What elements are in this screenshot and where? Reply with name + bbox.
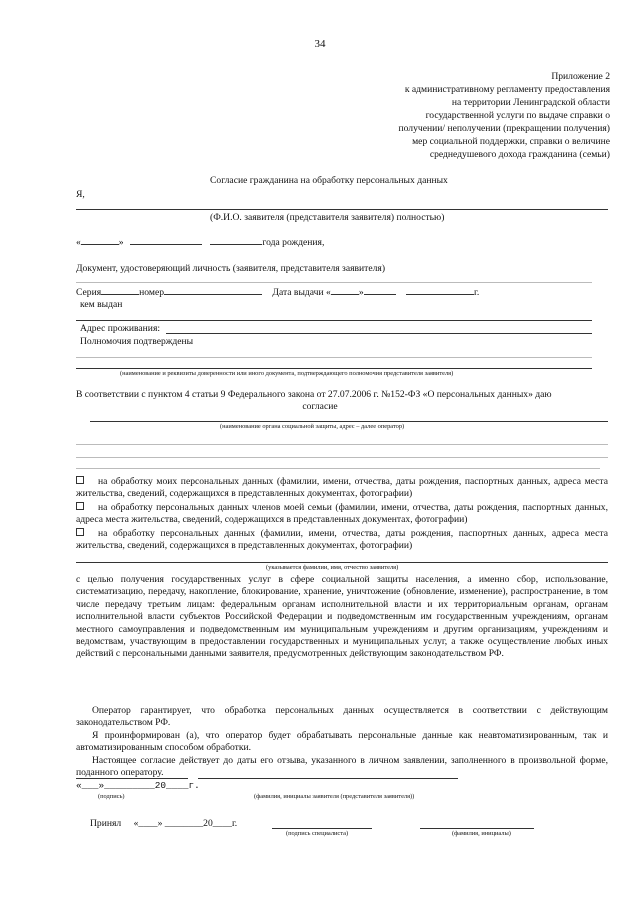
fio-line (76, 209, 608, 210)
checkbox[interactable] (76, 476, 84, 484)
ya-label: Я, (76, 189, 85, 200)
checkbox[interactable] (76, 528, 84, 536)
validity-paragraph: Настоящее согласие действует до даты его отзыва, указанного в личном заявлении, заполненного в произвольной форме, поданного оператору. (76, 755, 608, 779)
annex-line: мер социальной поддержки, справки о величине (412, 136, 610, 147)
annex-line: Приложение 2 (551, 71, 610, 82)
signature-date: «___»_________20____г. (76, 780, 200, 791)
law-line-2-wrap (0, 400, 640, 413)
persons-caption: (указывается фамилии, имя, отчество заявителя) (266, 564, 399, 571)
authority-caption: (наименование и реквизиты доверенности или иного документа, подтверждающего полномочия представителя заявителя) (120, 370, 454, 377)
annex-line: получении/ неполучении (прекращении получения) (398, 123, 610, 134)
birth-row: « » года рождения, (76, 237, 325, 248)
name-caption: (фамилия, инициалы заявителя (представителя заявителя)) (254, 793, 415, 800)
initials-caption: (фамилия, инициалы) (452, 830, 511, 837)
persons-line (76, 562, 608, 563)
law-line-2: согласие (302, 401, 338, 412)
informed-paragraph: Я проинформирован (а), что оператор будет обрабатывать персональные данные как неавтоматизированным, так и автоматизированным способом обработки. (76, 730, 608, 754)
authority-line (76, 368, 592, 369)
document-label: Документ, удостоверяющий личность (заявителя, представителя заявителя) (76, 263, 386, 274)
issued-by-label: кем выдан (80, 299, 123, 310)
separator (76, 444, 608, 445)
address-label: Адрес проживания: (80, 323, 161, 334)
separator (76, 468, 600, 469)
signature-caption: (подпись) (98, 793, 125, 800)
separator (76, 457, 608, 458)
purpose-paragraph: с целью получения государственных услуг в сфере социальной защиты населения, а именно сбор, использование, систематизацию, передачу, накопление, блокирование, хранение, уничтожение (обновление, изменение), распространение, в том числе передачу третьим лицам: федеральным органам исполнительной власти и их территориальным органам, органам исполнительной власти субъектов Российской Федерации и подведомственным им государственным учреждениям, органам местного самоуправления и подведомственным им муниципальным учреждениям и другим организациям, учреждениям и ведомствам, участвующим в предоставлении государственных и муниципальных услуг, а также осуществление любых иных действий с персональными данными заявителя, предусмотренных действующим законодательством РФ. (76, 574, 608, 660)
specialist-name-line (420, 828, 534, 829)
fio-caption: (Ф.И.О. заявителя (представителя заявителя) полностью) (210, 212, 445, 223)
name-line (198, 778, 458, 779)
checkbox[interactable] (76, 502, 84, 510)
annex-line: на территории Ленинградской области (451, 97, 610, 108)
passport-row: Серия номер Дата выдачи « » г. (76, 287, 480, 298)
guarantee-paragraph: Оператор гарантирует, что обработка персональных данных осуществляется в соответствии с действующим законодательством РФ. (76, 705, 608, 729)
law-line-1: В соответствии с пунктом 4 статьи 9 Федерального закона от 27.07.2006 г. №152-ФЗ «О персональных данных» даю (76, 389, 552, 400)
operator-line (90, 421, 608, 422)
authority-label: Полномочия подтверждены (80, 336, 194, 347)
checkbox-item: на обработку персональных данных членов моей семьи (фамилии, имени, отчества, даты рождения, паспортных данных, адреса места жительства, сведений, содержащихся в представленных документах, фотографии) (76, 502, 608, 526)
checkbox-item: на обработку персональных данных (фамилии, имени, отчества, даты рождения, паспортных данных, адреса места жительства, сведений, содержащихся в представленных документах, фотографии) (76, 528, 608, 552)
page-number: 34 (314, 38, 326, 50)
document-title: Согласие гражданина на обработку персональных данных (210, 175, 448, 186)
signature-line (76, 778, 188, 779)
annex-line: среднедушевого дохода гражданина (семьи) (429, 149, 610, 160)
accepted-row (90, 817, 237, 830)
annex-header (250, 70, 610, 161)
checkbox-item: на обработку моих персональных данных (фамилии, имени, отчества, даты рождения, паспортных данных, адреса места жительства, сведений, содержащихся в представленных документах, фотографии) (76, 476, 608, 500)
specialist-caption: (подпись специалиста) (286, 830, 349, 837)
annex-line: к административному регламенту предоставления (404, 84, 610, 95)
accepted-date: «____» ________20____г. (133, 818, 238, 829)
address-line (166, 333, 592, 334)
annex-line: государственной услуги по выдаче справки о (425, 110, 610, 121)
operator-caption: (наименование органа социальной защиты, адрес – далее оператор) (220, 423, 405, 430)
separator (76, 357, 592, 358)
accepted-label: Принял (90, 818, 122, 829)
separator (76, 282, 592, 283)
issued-by-line (76, 320, 592, 321)
specialist-sign-line (272, 828, 372, 829)
